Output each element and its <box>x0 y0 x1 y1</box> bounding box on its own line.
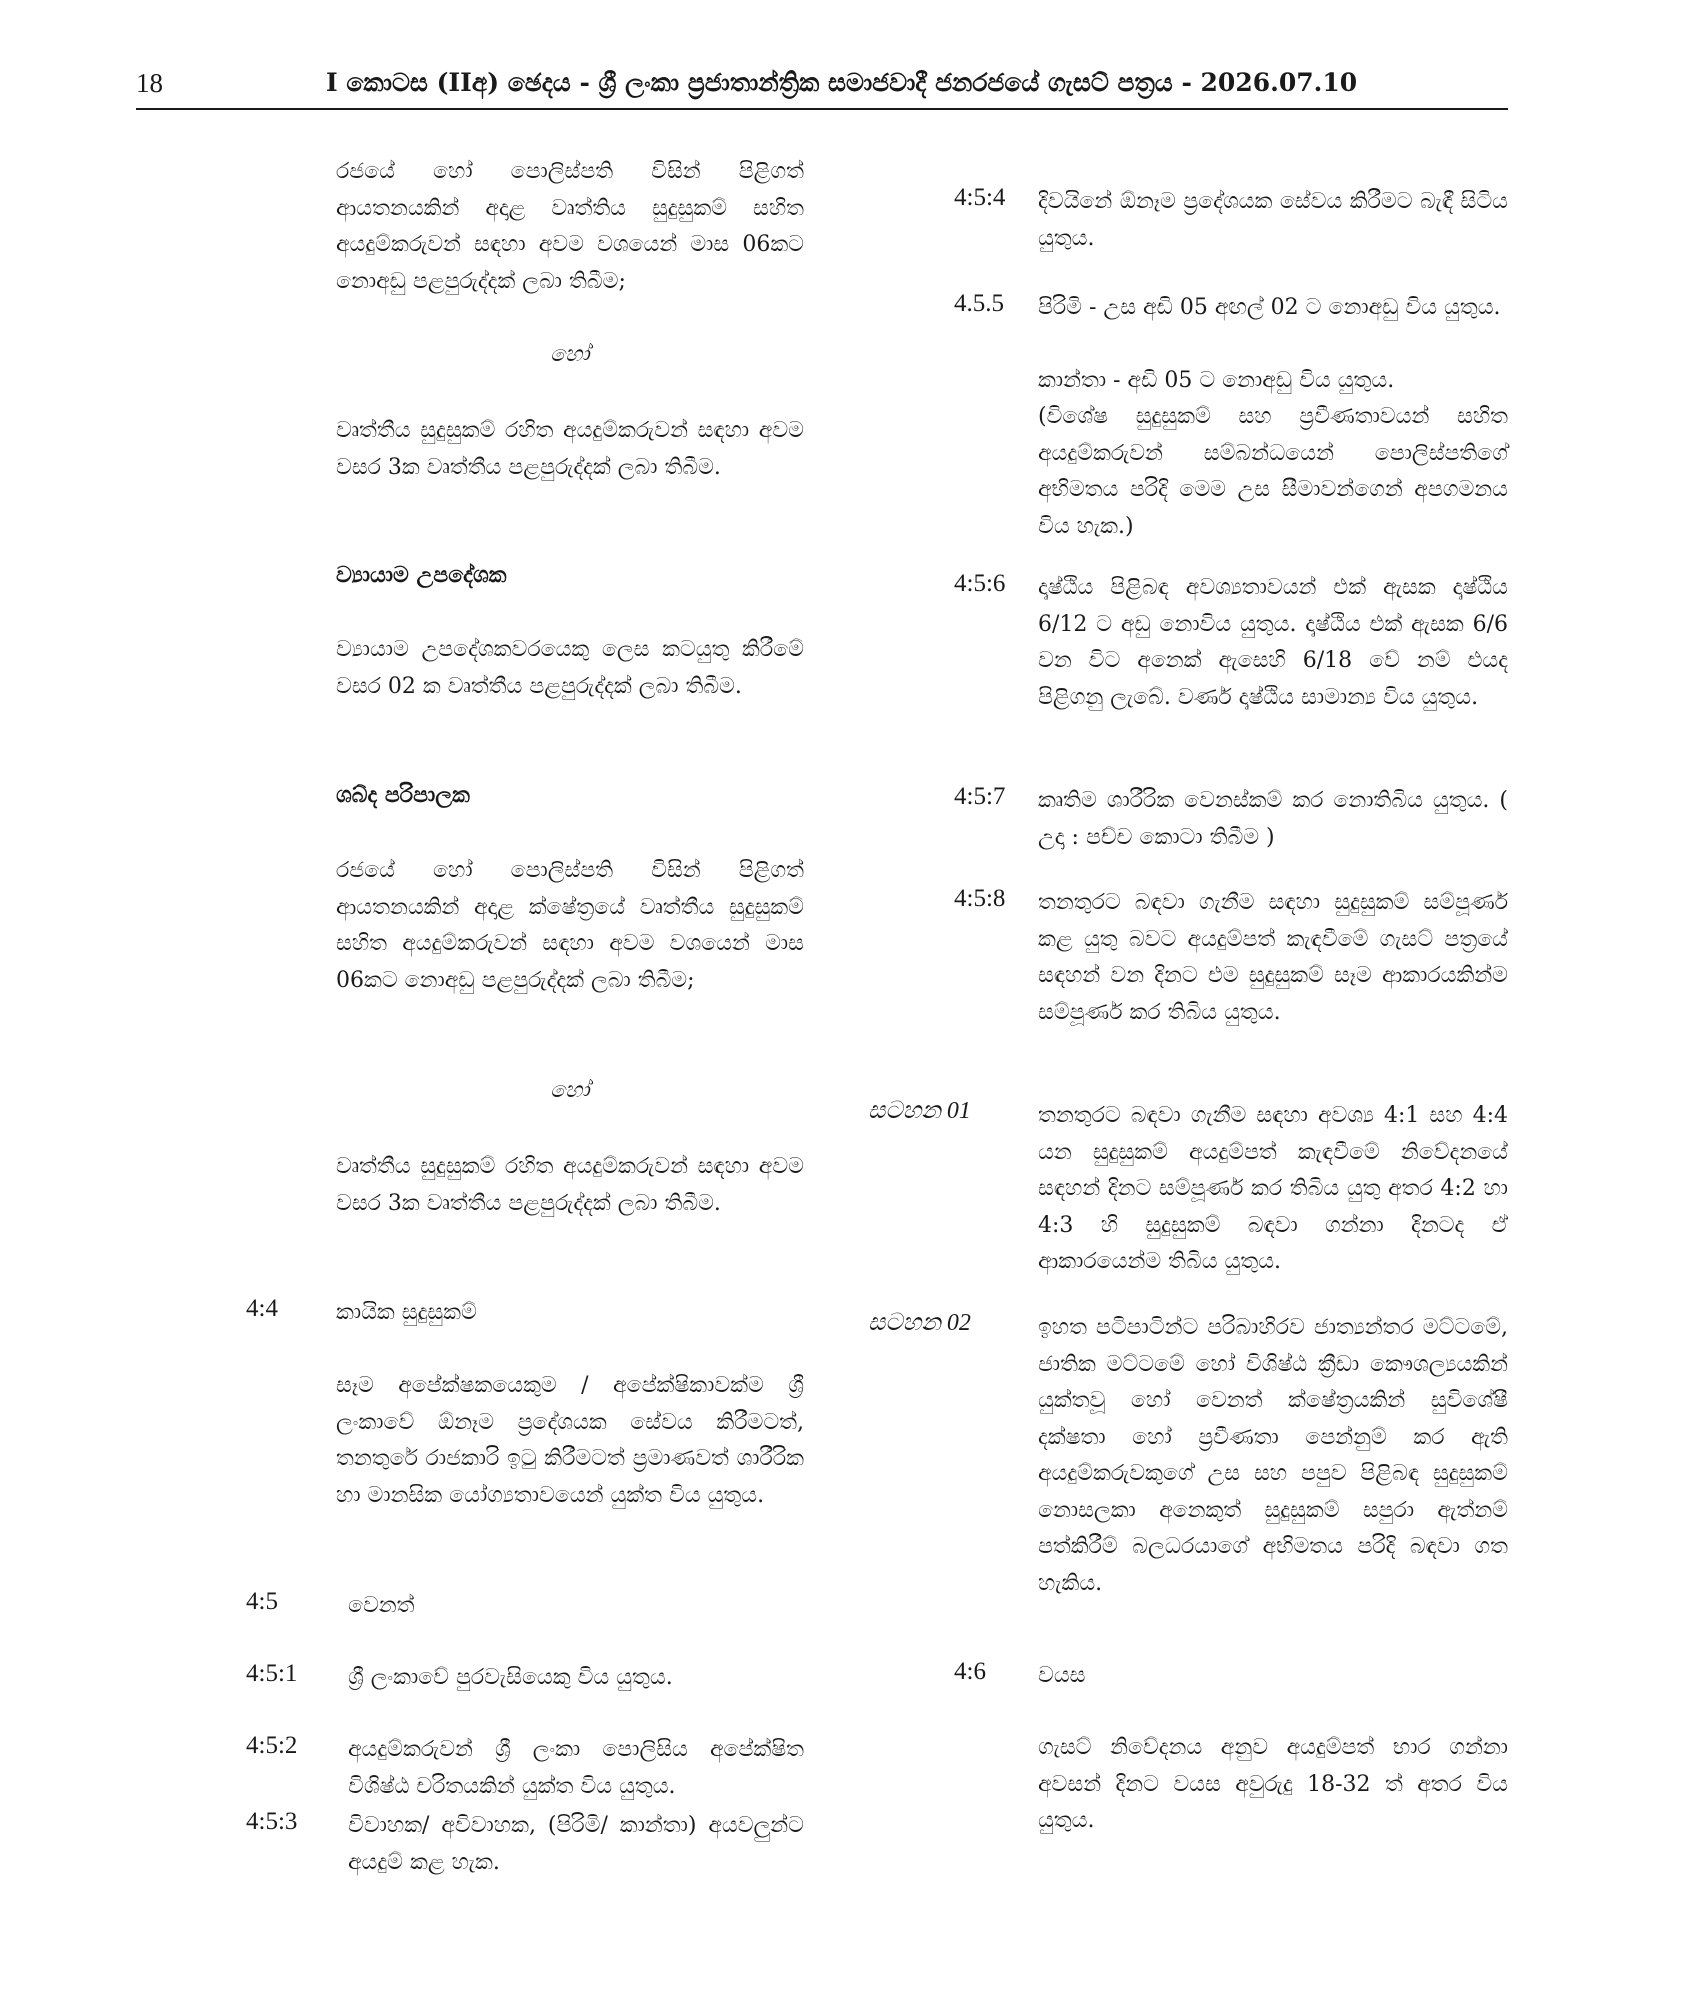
section-4-6-title: වයස <box>1038 1663 1086 1688</box>
section-4-5-7-text: කෘතිම ශාරීරික වෙනස්කම් කර නොතිබිය යුතුය. ( උදා : පච්ච කොටා තිබීම ) <box>1038 788 1508 850</box>
note-02-label: සටහන 02 <box>868 1310 971 1336</box>
section-4-5-2-text: අයදුම්කරුවන් ශ්‍රී ලංකා පොලිසිය අපේක්ෂිත විශිෂ්ඨ චරිතයකින් යුක්ත විය යුතුය. <box>348 1737 804 1799</box>
heading-exercise-instructor: ව්‍යායාම උපදේශක <box>336 562 507 588</box>
left-paragraph-1: රජයේ හෝ පොලිස්පති විසින් පිළිගත් ආයතනයකින් අදාළ වෘත්තිය සුදුසුකම් සහිත අයදුම්කරුවන් සඳහා අවම වශයෙන් මාස 06කට නොඅඩු පළපුරුද්දක් ලබා තිබීම; <box>336 159 804 294</box>
section-4-5-2-label: 4:5:2 <box>246 1732 298 1759</box>
section-4-5-title: වෙනත් <box>348 1593 415 1618</box>
section-4-4-text: සෑම අපේක්ෂකයෙකුම / අපේක්ෂිකාවක්ම ශ්‍රී ලංකාවේ ඕනෑම ප්‍රදේශයක සේවය කිරීමටත්, තනතුරේ රාජකාරි ඉටු කිරීමටත් ප්‍රමාණවත් ශාරීරික හා මානසික යෝග්‍යතාවයෙන් යුක්ත විය යුතුය. <box>336 1373 804 1508</box>
section-4-5-6-text: දෘෂ්ඨිය පිළිබඳ අවශ්‍යතාවයන් එක් ඇසක දෘෂ්ඨිය 6/12 ට අඩු නොවිය යුතුය. දෘෂ්ඨිය එක් ඇසක 6/6 වන විට අනෙක් ඇසෙහි 6/18 වේ නම් එයද පිළිගනු ලැබේ. වර්ණ දෘෂ්ඨිය සාමාන්‍ය විය යුතුය. <box>1038 575 1508 710</box>
left-or-2: හෝ <box>550 1078 590 1103</box>
section-4-5-6-label: 4:5:6 <box>954 570 1006 597</box>
section-4-5-5-line-1: පිරිමි - උස අඩි 05 අඟල් 02 ට නොඅඩු විය යුතුය. <box>1038 295 1501 320</box>
header-title: I කොටස (IIඅ) ඡෙදය - ශ්‍රී ලංකා ප්‍රජාතාන්ත්‍රික සමාජවාදී ජනරජයේ ගැසට් පත්‍රය - 2026.07.10 <box>326 68 1358 97</box>
note-02-text: ඉහත පටිපාටින්ට පරිබාහිරව ජාත්‍යන්තර මට්ටමේ, ජාතික මට්ටමේ හෝ විශිෂ්ඨ ක්‍රීඩා කෞශල්‍යයකින් යුක්තවූ හෝ වෙනත් ක්ෂේත්‍රයකින් සුවිශේෂී දක්ෂතා හෝ ප්‍රවීණතා පෙන්නුම් කර ඇති අයදුම්කරුවකුගේ උස සහ පපුව පිළිබඳ සුදුසුකම් නොසලකා අනෙකුත් සුදුසුකම් සපුරා ඇත්නම් පත්කිරීම් බලධරයාගේ අභිමතය පරිදි බඳවා ගත හැකිය. <box>1038 1315 1508 1596</box>
section-4-5-4-text: දිවයිනේ ඕනෑම ප්‍රදේශයක සේවය කිරීමට බැඳී සිටිය යුතුය. <box>1038 189 1508 251</box>
section-4-5-3-text: විවාහක/ අවිවාහක, (පිරිමි/ කාන්තා) අයවලුන්ට අයදුම් කළ හැක. <box>348 1813 804 1875</box>
left-paragraph-3: ව්‍යායාම උපදේශකවරයෙකු ලෙස කටයුතු කිරීමේ වසර 02 ක වෘත්තීය පළපුරුද්දක් ලබා තිබීම. <box>336 637 804 699</box>
section-4-5-1-text: ශ්‍රී ලංකාවේ පුරවැසියෙකු විය යුතුය. <box>348 1665 673 1690</box>
section-4-5-5-line-2: කාන්තා - අඩි 05 ට නොඅඩු විය යුතුය. <box>1038 368 1395 393</box>
section-4-4-title: කායික සුදුසුකම් <box>336 1300 477 1325</box>
section-4-6-label: 4:6 <box>954 1658 986 1685</box>
left-or-1: හෝ <box>550 342 590 367</box>
section-4-5-1-label: 4:5:1 <box>246 1660 298 1687</box>
section-4-6-text: ගැසට් නිවේදනය අනුව අයදුම්පත් භාර ගන්නා අවසන් දිනට වයස අවුරුදු 18-32 ත් අතර විය යුතුය. <box>1038 1735 1508 1833</box>
header-rule <box>136 108 1508 110</box>
left-paragraph-5: වෘත්තීය සුදුසුකම් රහිත අයදුම්කරුවන් සඳහා අවම වසර 3ක වෘත්තීය පළපුරුද්දක් ලබා තිබීම. <box>336 1154 804 1216</box>
section-4-5-8-label: 4:5:8 <box>954 885 1006 912</box>
page-number: 18 <box>136 68 163 98</box>
section-4-5-3-label: 4:5:3 <box>246 1808 298 1835</box>
left-paragraph-4: රජයේ හෝ පොලිස්පති විසින් පිළිගත් ආයතනයකින් අදාළ ක්ෂේත්‍රයේ වෘත්තීය සුදුසුකම් සහිත අයදුම්කරුවන් සඳහා අවම වශයෙන් මාස 06කට නොඅඩු පළපුරුද්දක් ලබා තිබීම; <box>336 858 804 993</box>
section-4-5-5-line-3: (විශේෂ සුදුසුකම් සහ ප්‍රවීණතාවයන් සහිත අයදුම්කරුවන් සම්බන්ධයෙන් පොලිස්පතිගේ අභිමතය පරිදි මෙම උස සීමාවන්ගෙන් අපගමනය විය හැක.) <box>1038 404 1508 539</box>
section-4-5-label: 4:5 <box>246 1588 278 1615</box>
section-4-4-label: 4:4 <box>246 1295 278 1322</box>
note-01-text: තනතුරට බඳවා ගැනීම සඳහා අවශ්‍ය 4:1 සහ 4:4 යන සුදුසුකම් අයදුම්පත් කැඳවීමේ නිවේදනයේ සඳහන් දිනට සම්පූර්ණ කර තිබිය යුතු අතර 4:2 හා 4:3 හි සුදුසුකම් බඳවා ගන්නා දිනටද ඒ ආකාරයෙන්ම තිබිය යුතුය. <box>1038 1103 1508 1274</box>
page-header <box>136 68 1508 108</box>
note-01-label: සටහන 01 <box>868 1098 971 1124</box>
section-4-5-8-text: තනතුරට බඳවා ගැනීම සඳහා සුදුසුකම් සම්පූර්ණ කළ යුතු බවට අයදුම්පත් කැඳවීමේ ගැසට් පත්‍රයේ සඳහන් වන දිනට එම සුදුසුකම් සෑම ආකාරයකින්ම සම්පූර්ණ කර තිබිය යුතුය. <box>1038 890 1508 1025</box>
heading-sound-controller: ශබ්ද පරිපාලක <box>336 782 470 808</box>
section-4-5-4-label: 4:5:4 <box>954 184 1006 211</box>
left-paragraph-2: වෘත්තීය සුදුසුකම් රහිත අයදුම්කරුවන් සඳහා අවම වසර 3ක වෘත්තීය පළපුරුද්දක් ලබා තිබීම. <box>336 418 804 480</box>
section-4-5-7-label: 4:5:7 <box>954 783 1006 810</box>
section-4-5-5-label: 4.5.5 <box>954 290 1004 317</box>
